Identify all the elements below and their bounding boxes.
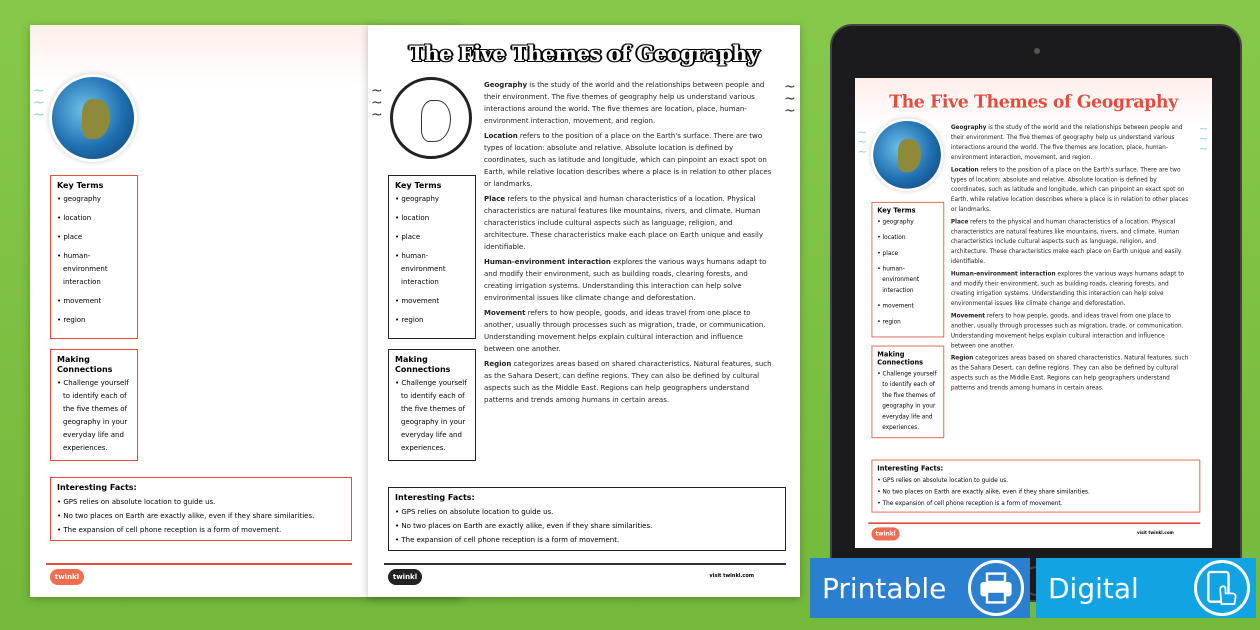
fact-item: • The expansion of cell phone reception is a form of movement. <box>395 533 779 547</box>
key-term: • human-environment interaction <box>395 250 469 289</box>
paragraph-movement <box>484 307 774 355</box>
facts-heading: Interesting Facts: <box>395 493 475 502</box>
digital-badge <box>1036 558 1256 618</box>
term: Place <box>950 218 969 226</box>
wave-decoration-icon: ~ ~ ~ <box>857 125 868 159</box>
digital-label: Digital <box>1048 571 1139 605</box>
globe-image <box>873 121 941 189</box>
digital-worksheet-preview <box>855 78 1212 548</box>
term: Region <box>950 354 974 362</box>
twinkl-logo: twinkl <box>872 527 900 540</box>
key-term: • movement <box>877 301 938 312</box>
visit-link: visit twinkl.com <box>1136 530 1174 536</box>
footer-divider <box>384 563 786 565</box>
paragraph-human-environment <box>484 256 774 304</box>
key-terms-box <box>872 202 945 337</box>
paragraph-text: categorizes areas based on shared characteristics. Natural features, such as the Sahara Desert, can define regions. They can also be defined by cultural aspects such as the Middle East. Regions can help geographers understand patterns and trends among humans in certain areas. <box>950 354 1189 392</box>
key-term: • location <box>877 232 938 243</box>
fact-item: • No two places on Earth are exactly alike, even if they share similarities. <box>395 519 779 533</box>
key-term: • movement <box>57 295 131 308</box>
printable-badge <box>810 558 1030 618</box>
interesting-facts-box <box>872 460 1201 513</box>
term: Movement <box>950 312 986 320</box>
key-term: • region <box>57 314 131 327</box>
paragraph-text: refers to the position of a place on the Earth's surface. There are two types of location: absolute and relative. Absolute location is defined by coordinates, such as latitude and longitude, which can pinpoint an exact spot on Earth, while relative location describes where a place is in relation to other places or landmarks. <box>950 166 1189 213</box>
paragraph-text: categorizes areas based on shared characteristics. Natural features, such as the Sahara Desert, can define regions. They can also be defined by cultural aspects such as the Middle East. Regions can help geographers understand patterns and trends among humans in certain areas. <box>484 360 772 404</box>
key-term: • location <box>57 212 131 225</box>
term: Location <box>484 132 518 140</box>
wave-decoration-icon: ~ ~ ~ <box>1198 122 1209 156</box>
term: Place <box>484 195 506 203</box>
making-connections-text: • Challenge yourself to identify each of the five themes of geography in your everyday life and experiences. <box>395 377 469 455</box>
making-connections-box <box>872 346 945 439</box>
tablet-touch-icon <box>1194 560 1250 616</box>
fact-item: • The expansion of cell phone reception is a form of movement. <box>877 498 1194 510</box>
key-term: • human-environment interaction <box>877 264 938 296</box>
paragraph-text: refers to how people, goods, and ideas travel from one place to another, usually through processes such as migration, trade, or communication. Understanding movement helps explain cultural interaction and influence between one another. <box>950 312 1184 349</box>
term: Geography <box>484 81 528 89</box>
making-connections-box <box>388 349 476 461</box>
key-term: • geography <box>395 193 469 206</box>
key-terms-heading: Key Terms <box>395 181 442 190</box>
twinkl-logo: twinkl <box>388 569 422 585</box>
paragraph-text: is the study of the world and the relationships between people and their environment. The five themes of geography help us understand various interactions around the world. The five themes are location, place, human-environment interaction, movement, and region. <box>484 81 765 125</box>
fact-item: • GPS relies on absolute location to guide us. <box>57 495 345 509</box>
worksheet-body <box>484 79 774 409</box>
key-term: • movement <box>395 295 469 308</box>
key-terms-heading: Key Terms <box>877 206 916 215</box>
fact-item: • No two places on Earth are exactly alike, even if they share similarities. <box>57 509 345 523</box>
wave-decoration-icon: ~ ~ ~ <box>371 83 383 123</box>
making-connections-text: • Challenge yourself to identify each of the five themes of geography in your everyday life and experiences. <box>877 369 938 433</box>
making-connections-heading: Making Connections <box>57 355 113 374</box>
paragraph-location <box>951 165 1191 215</box>
fact-item: • The expansion of cell phone reception is a form of movement. <box>57 523 345 537</box>
worksheet-title: The Five Themes of Geography <box>409 41 759 66</box>
printer-icon <box>968 560 1024 616</box>
term: Human-environment interaction <box>950 270 1056 278</box>
interesting-facts-box <box>388 487 786 551</box>
fact-item: • GPS relies on absolute location to guide us. <box>877 474 1194 486</box>
worksheet-title: The Five Themes of Geography <box>889 91 1178 112</box>
making-connections-heading: Making Connections <box>395 355 451 374</box>
paragraph-place <box>951 217 1191 267</box>
tablet-camera <box>1034 48 1040 54</box>
tablet-device <box>830 24 1242 602</box>
paragraph-region <box>484 358 774 406</box>
key-term: • place <box>395 231 469 244</box>
paragraph-text: refers to how people, goods, and ideas travel from one place to another, usually through processes such as migration, trade, or communication. Understanding movement helps explain cultural interaction and influence between one another. <box>484 309 766 353</box>
key-terms-box <box>50 175 138 339</box>
wave-decoration-icon: ~ ~ ~ <box>784 79 796 119</box>
globe-image <box>390 77 472 159</box>
paragraph-text: explores the various ways humans adapt to and modify their environment, such as building roads, clearing forests, and creating irrigation systems. Understanding this interaction can help solve environmental issues like climate change and deforestation. <box>484 258 767 302</box>
paragraph-region <box>951 353 1191 393</box>
paragraph-place <box>484 193 774 253</box>
making-connections-text: • Challenge yourself to identify each of the five themes of geography in your everyday life and experiences. <box>57 377 131 455</box>
twinkl-logo: twinkl <box>50 569 84 585</box>
term: Region <box>484 360 512 368</box>
visit-link: visit twinkl.com <box>709 573 754 579</box>
fact-item: • No two places on Earth are exactly alike, even if they share similarities. <box>877 486 1194 498</box>
paragraph-text: explores the various ways humans adapt to and modify their environment, such as building roads, clearing forests, and creating irrigation systems. Understanding this interaction can help solve environmental issues like climate change and deforestation. <box>950 270 1185 307</box>
term: Location <box>950 166 979 173</box>
paragraph-text: is the study of the world and the relationships between people and their environment. The five themes of geography help us understand various interactions around the world. The five themes are location, place, human-environment interaction, movement, and region. <box>950 124 1183 161</box>
paragraph-text: refers to the physical and human characteristics of a location. Physical characteristics are natural features like mountains, rivers, and climate. Human characteristics include cultural aspects such as language, religion, and architecture. These characteristics make each place on Earth unique and easily identifiable. <box>950 218 1182 265</box>
key-term: • place <box>877 248 938 259</box>
tablet-screen <box>855 78 1212 548</box>
footer-divider <box>46 563 352 565</box>
term: Movement <box>484 309 526 317</box>
key-term: • geography <box>877 217 938 228</box>
footer-divider <box>868 522 1200 524</box>
paragraph-location <box>484 130 774 190</box>
paragraph-text: refers to the position of a place on the Earth's surface. There are two types of location: absolute and relative. Absolute location is defined by coordinates, such as latitude and longitude, which can pinpoint an exact spot on Earth, while relative location describes where a place is in relation to other places or landmarks. <box>484 132 772 188</box>
paragraph-text: refers to the physical and human characteristics of a location. Physical characteristics are natural features like mountains, rivers, and climate. Human characteristics include cultural aspects such as language, religion, and architecture. These characteristics make each place on Earth unique and easily identifiable. <box>484 195 763 251</box>
term: Geography <box>950 124 987 131</box>
key-terms-heading: Key Terms <box>57 181 104 190</box>
paragraph-geography <box>484 79 774 127</box>
bw-worksheet-preview <box>368 25 800 597</box>
interesting-facts-box <box>50 477 352 541</box>
paragraph-human-environment <box>951 269 1191 309</box>
making-connections-box <box>50 349 138 461</box>
key-term: • geography <box>57 193 131 206</box>
fact-item: • GPS relies on absolute location to guide us. <box>395 505 779 519</box>
printable-label: Printable <box>822 571 947 605</box>
key-term: • location <box>395 212 469 225</box>
paragraph-geography <box>951 123 1191 163</box>
term: Human-environment interaction <box>484 258 611 266</box>
key-term: • region <box>877 317 938 328</box>
paragraph-movement <box>951 311 1191 351</box>
facts-heading: Interesting Facts: <box>877 464 944 473</box>
globe-image <box>52 77 134 159</box>
making-connections-heading: Making Connections <box>877 350 924 367</box>
key-term: • human-environment interaction <box>57 250 131 289</box>
worksheet-body <box>951 123 1191 396</box>
key-term: • region <box>395 314 469 327</box>
wave-decoration-icon: ~ ~ ~ <box>33 83 45 123</box>
facts-heading: Interesting Facts: <box>57 483 137 492</box>
key-terms-box <box>388 175 476 339</box>
key-term: • place <box>57 231 131 244</box>
